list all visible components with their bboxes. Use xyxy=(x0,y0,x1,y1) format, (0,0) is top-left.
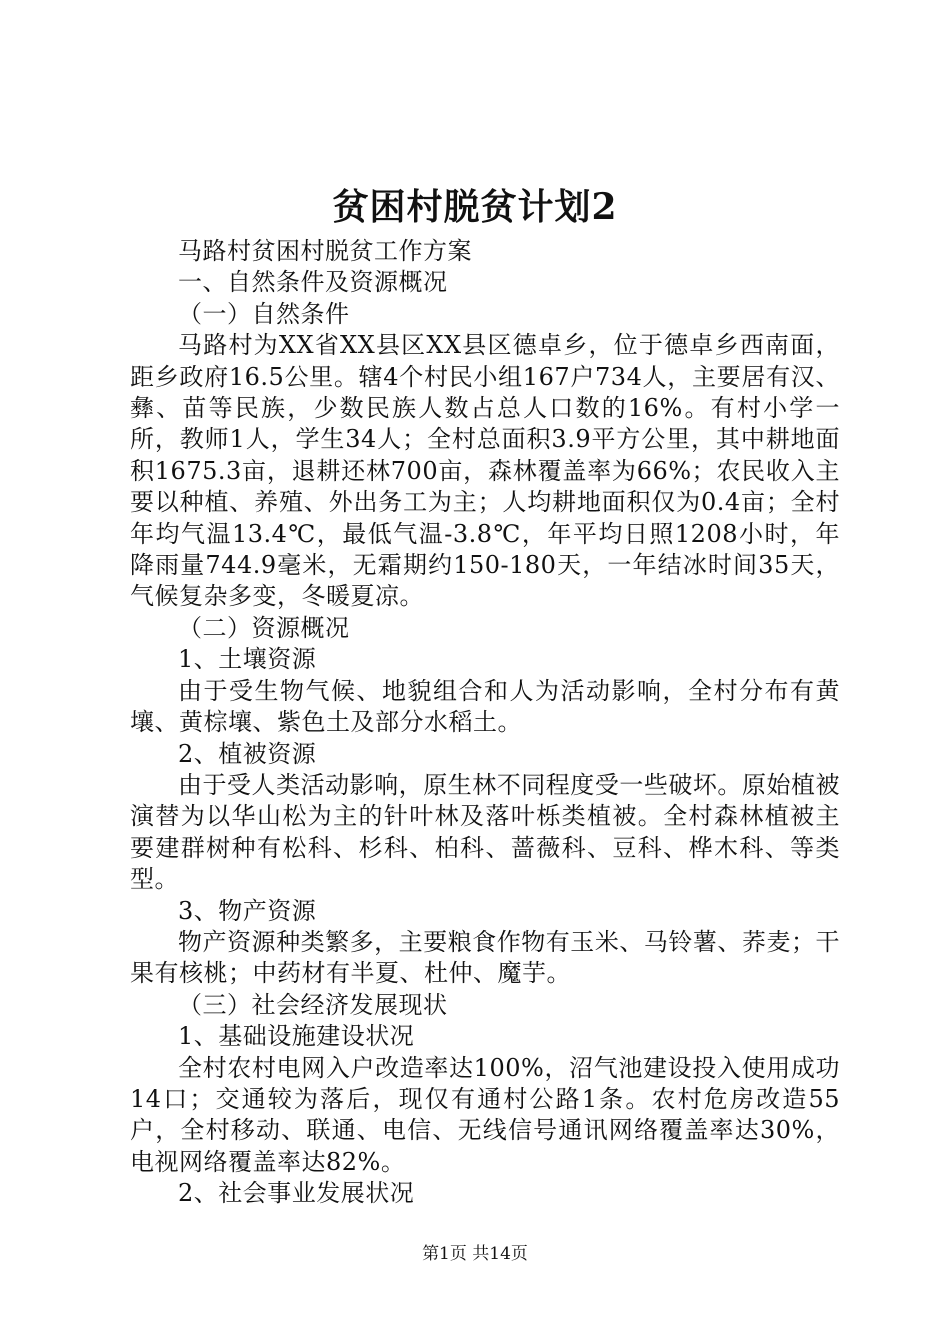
subsection-heading-resources: （二）资源概况 xyxy=(178,613,350,642)
section-heading-1: 一、自然条件及资源概况 xyxy=(178,268,448,297)
document-body xyxy=(130,236,840,1210)
paragraph-products: 物产资源种类繁多，主要粮食作物有玉米、马铃薯、荞麦；干果有核桃；中药材有半夏、杜仲、魔芋。 xyxy=(130,927,840,988)
plan-heading: 马路村贫困村脱贫工作方案 xyxy=(178,237,472,265)
paragraph-natural-conditions: 马路村为XX省XX县区XX县区德卓乡，位于德卓乡西南面，距乡政府16.5公里。辖4个村民小组167户734人，主要居有汉、彝、苗等民族，少数民族人数占总人口数的16%。有村小学一所，教师1人，学生34人；全村总面积3.9平方公里，其中耕地面积1675.3亩，退耕还林700亩，森林覆盖率为66%；农民收入主要以种植、养殖、外出务工为主；人均耕地面积仅为0.4亩；全村年均气温13.4℃，最低气温-3.8℃，年平均日照1208小时，年降雨量744.9毫米，无霜期约150-180天，一年结冰时间35天，气候复杂多变，冬暖夏凉。 xyxy=(130,331,840,611)
document-title: 贫困村脱贫计划2 xyxy=(332,186,618,228)
item-heading-vegetation: 2、植被资源 xyxy=(178,739,317,768)
item-heading-infrastructure: 1、基础设施建设状况 xyxy=(178,1022,415,1051)
page-footer: 第1页 共14页 xyxy=(422,1244,528,1264)
item-heading-soil: 1、土壤资源 xyxy=(178,645,317,674)
item-heading-products: 3、物产资源 xyxy=(178,896,317,925)
paragraph-vegetation: 由于受人类活动影响，原生林不同程度受一些破坏。原始植被演替为以华山松为主的针叶林及落叶栎类植被。全村森林植被主要建群树种有松科、杉科、柏科、蔷薇科、豆科、桦木科、等类型。 xyxy=(130,770,840,894)
paragraph-infrastructure: 全村农村电网入户改造率达100%，沼气池建设投入使用成功14口；交通较为落后，现仅有通村公路1条。农村危房改造55户，全村移动、联通、电信、无线信号通讯网络覆盖率达30%，电视网络覆盖率达82%。 xyxy=(130,1053,840,1176)
item-heading-social: 2、社会事业发展状况 xyxy=(178,1179,415,1208)
subsection-heading-natural: （一）自然条件 xyxy=(178,299,350,328)
paragraph-soil: 由于受生物气候、地貌组合和人为活动影响，全村分布有黄壤、黄棕壤、紫色土及部分水稻土。 xyxy=(130,676,840,737)
subsection-heading-economy: （三）社会经济发展现状 xyxy=(178,990,448,1019)
